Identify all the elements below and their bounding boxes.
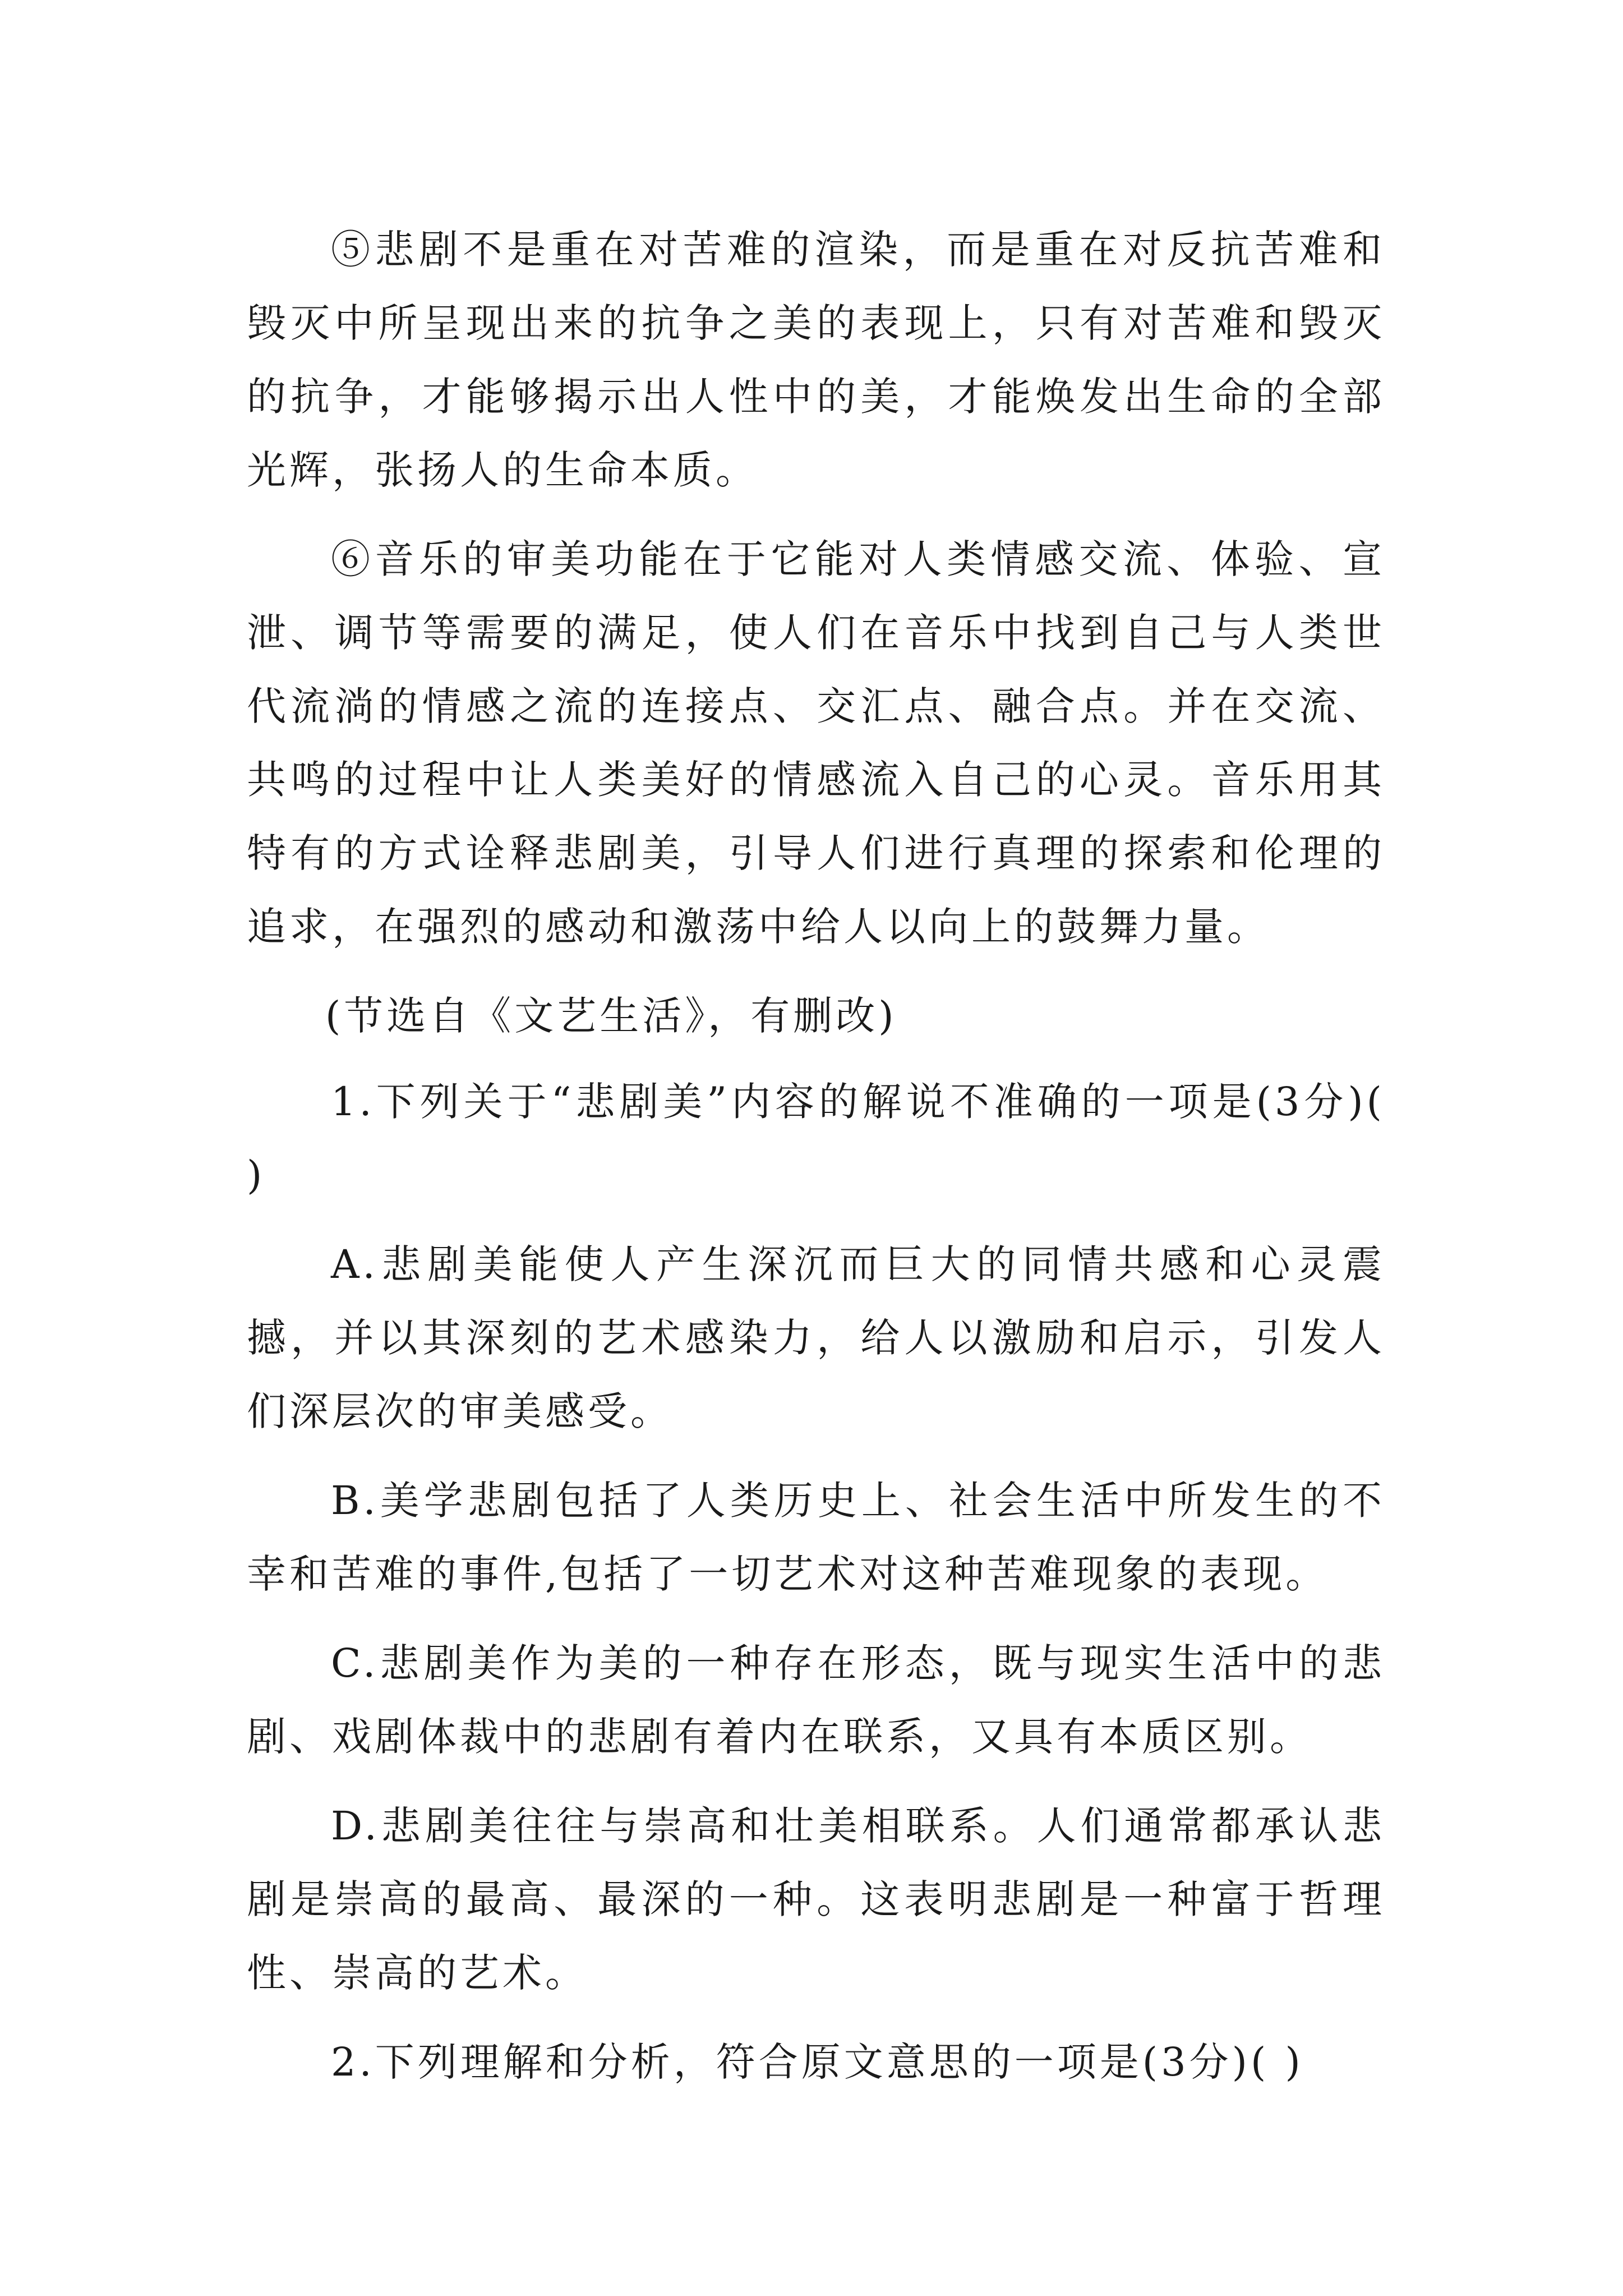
question-2-stem: 2.下列理解和分析，符合原文意思的一项是(3分)( ) [331,2039,1304,2085]
passage-paragraph-6: ⑥音乐的审美功能在于它能对人类情感交流、体验、宣泄、调节等需要的满足，使人们在音乐中找到自己与人类世代流淌的情感之流的连接点、交汇点、融合点。并在交流、共鸣的过程中让人类美好的情感流入自己的心灵。音乐用其特有的方式诠释悲剧美，引导人们进行真理的探索和伦理的追求，在强烈的感动和激荡中给人以向上的鼓舞力量。 [247,536,1385,950]
question-1-option-d: D.悲剧美往往与崇高和壮美相联系。人们通常都承认悲剧是崇高的最高、最深的一种。这表明悲剧是一种富于哲理性、崇高的艺术。 [247,1803,1385,1996]
passage-paragraph-5: ⑤悲剧不是重在对苦难的渲染，而是重在对反抗苦难和毁灭中所呈现出来的抗争之美的表现上，只有对苦难和毁灭的抗争，才能够揭示出人性中的美，才能焕发出生命的全部光辉，张扬人的生命本质。 [247,227,1385,493]
question-1-option-b: B.美学悲剧包括了人类历史上、社会生活中所发生的不幸和苦难的事件,包括了一切艺术对这种苦难现象的表现。 [247,1478,1385,1597]
question-1-stem: 1.下列关于“悲剧美”内容的解说不准确的一项是(3分)( ) [247,1079,1385,1198]
document-body [247,213,1385,2115]
passage-source: (节选自《文艺生活》，有删改) [325,993,897,1039]
question-1-option-a: A.悲剧美能使人产生深沉而巨大的同情共感和心灵震撼，并以其深刻的艺术感染力，给人以激励和启示，引发人们深层次的审美感受。 [247,1241,1385,1434]
question-1-option-c: C.悲剧美作为美的一种存在形态，既与现实生活中的悲剧、戏剧体裁中的悲剧有着内在联系，又具有本质区别。 [247,1640,1385,1760]
